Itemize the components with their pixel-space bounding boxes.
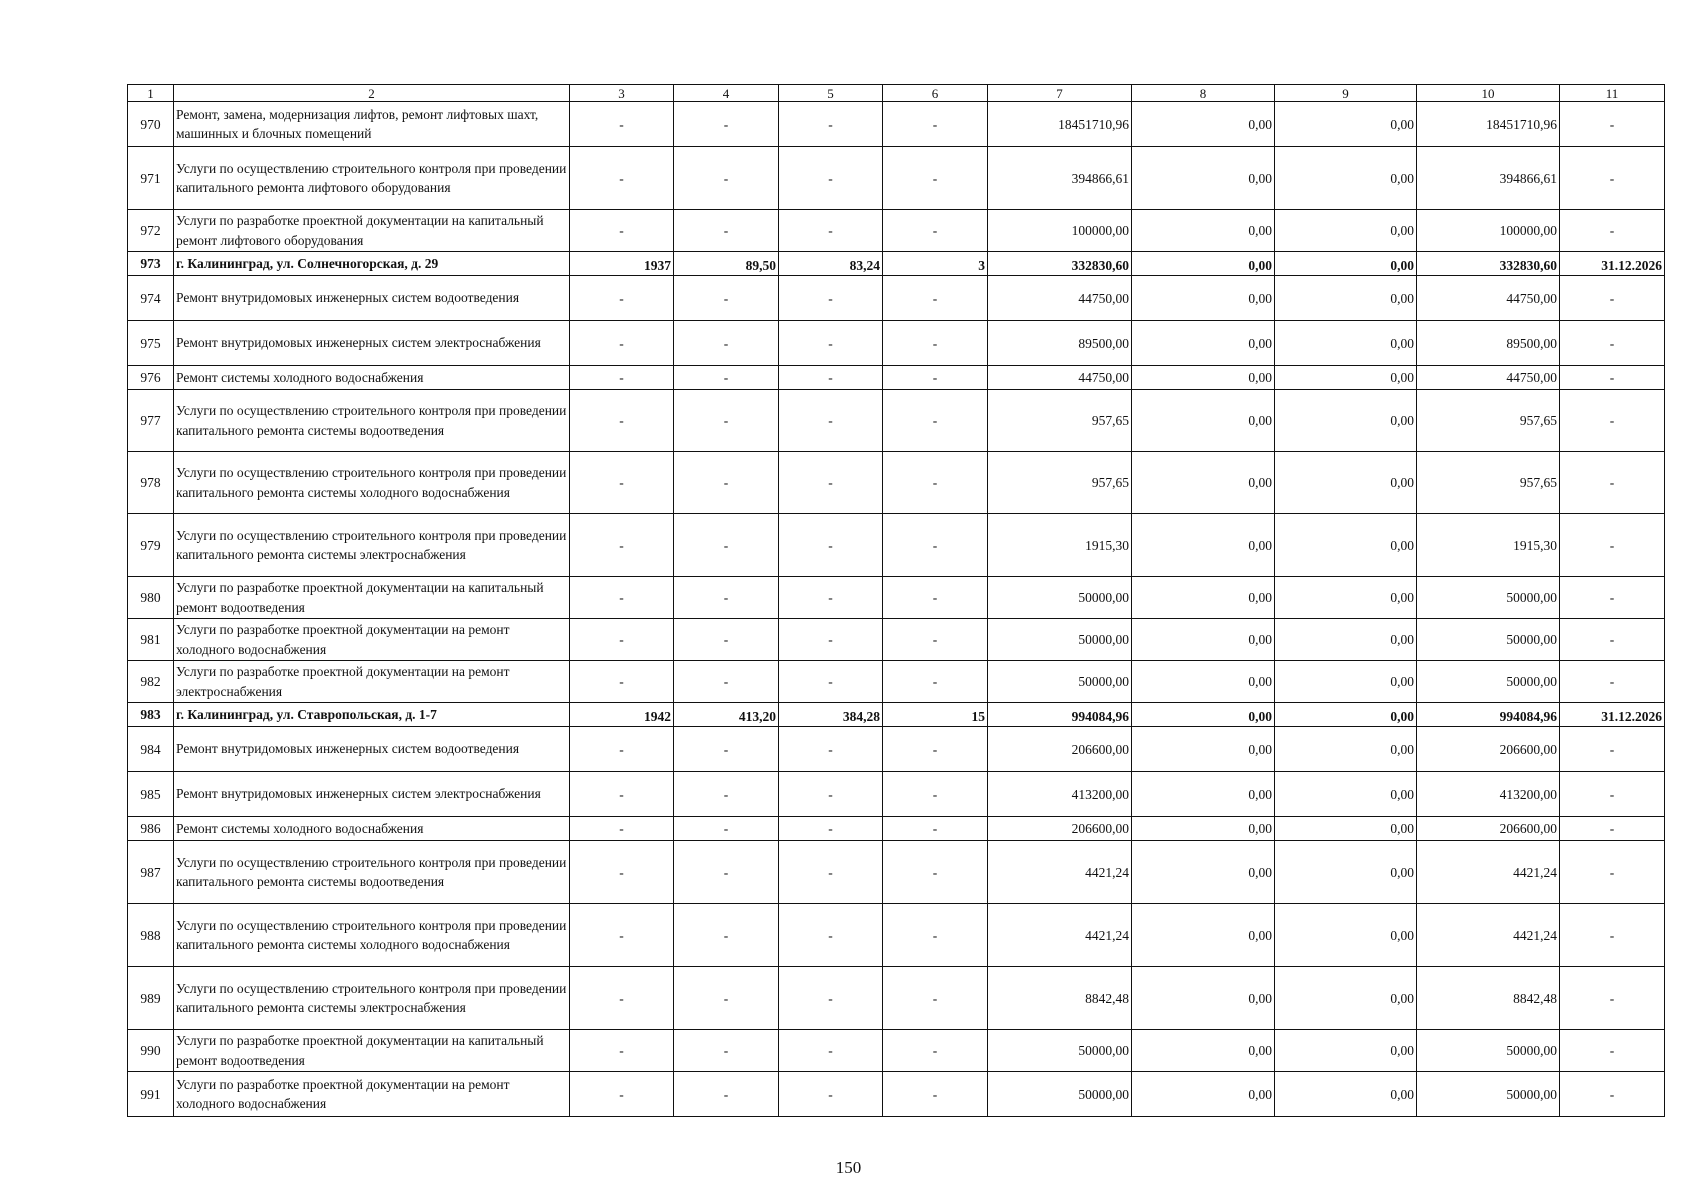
table-row — [128, 817, 1665, 841]
cell-col10: 413200,00 — [1417, 772, 1560, 817]
cell-col8: 0,00 — [1132, 817, 1275, 841]
cell-col9: 0,00 — [1275, 276, 1417, 321]
cell-col11: - — [1560, 904, 1665, 967]
cell-col7: 100000,00 — [988, 210, 1132, 252]
work-description: Услуги по разработке проектной документации на ремонт холодного водоснабжения — [174, 1072, 570, 1117]
table-row — [128, 577, 1665, 619]
cell-col11: - — [1560, 452, 1665, 514]
cell-col5: - — [779, 772, 883, 817]
cell-col10: 18451710,96 — [1417, 102, 1560, 147]
cell-col4: - — [674, 147, 779, 210]
row-number: 979 — [128, 514, 174, 577]
work-description: Услуги по осуществлению строительного контроля при проведении капитального ремонта системы электроснабжения — [174, 514, 570, 577]
cell-col8: 0,00 — [1132, 390, 1275, 452]
work-description: Услуги по осуществлению строительного контроля при проведении капитального ремонта системы водоотведения — [174, 841, 570, 904]
cell-col4: - — [674, 452, 779, 514]
cell-col3: - — [570, 661, 674, 703]
cell-col5: - — [779, 276, 883, 321]
cell-col4: - — [674, 321, 779, 366]
cell-col6: - — [883, 147, 988, 210]
work-description: Ремонт внутридомовых инженерных систем водоотведения — [174, 727, 570, 772]
table-row — [128, 841, 1665, 904]
cell-col6: - — [883, 727, 988, 772]
cell-col9: 0,00 — [1275, 390, 1417, 452]
cell-col3: - — [570, 577, 674, 619]
cell-col7: 50000,00 — [988, 1072, 1132, 1117]
cell-col6: - — [883, 1030, 988, 1072]
cell-col5: - — [779, 452, 883, 514]
column-header: 1 — [128, 85, 174, 102]
work-description: Услуги по осуществлению строительного контроля при проведении капитального ремонта системы водоотведения — [174, 390, 570, 452]
row-number: 986 — [128, 817, 174, 841]
cell-col11: - — [1560, 841, 1665, 904]
cell-col9: 0,00 — [1275, 904, 1417, 967]
work-description: Услуги по разработке проектной документации на ремонт электроснабжения — [174, 661, 570, 703]
row-number: 984 — [128, 727, 174, 772]
row-number: 983 — [128, 703, 174, 727]
row-number: 987 — [128, 841, 174, 904]
cell-col11: 31.12.2026 — [1560, 703, 1665, 727]
cell-col8: 0,00 — [1132, 102, 1275, 147]
cell-col10: 1915,30 — [1417, 514, 1560, 577]
cell-col8: 0,00 — [1132, 703, 1275, 727]
table-row — [128, 390, 1665, 452]
cell-col7: 50000,00 — [988, 1030, 1132, 1072]
cell-col8: 0,00 — [1132, 727, 1275, 772]
row-number: 985 — [128, 772, 174, 817]
work-description: г. Калининград, ул. Солнечногорская, д. 29 — [174, 252, 570, 276]
table-row — [128, 452, 1665, 514]
row-number: 978 — [128, 452, 174, 514]
work-description: Услуги по разработке проектной документации на капитальный ремонт водоотведения — [174, 1030, 570, 1072]
cell-col9: 0,00 — [1275, 321, 1417, 366]
table-row — [128, 514, 1665, 577]
table-row — [128, 102, 1665, 147]
work-description: г. Калининград, ул. Ставропольская, д. 1-7 — [174, 703, 570, 727]
row-number: 991 — [128, 1072, 174, 1117]
cell-col3: 1942 — [570, 703, 674, 727]
table-row — [128, 147, 1665, 210]
cell-col7: 44750,00 — [988, 366, 1132, 390]
cell-col8: 0,00 — [1132, 366, 1275, 390]
cell-col11: - — [1560, 147, 1665, 210]
table-row — [128, 967, 1665, 1030]
cell-col11: - — [1560, 514, 1665, 577]
cell-col5: - — [779, 967, 883, 1030]
cell-col9: 0,00 — [1275, 817, 1417, 841]
column-header: 9 — [1275, 85, 1417, 102]
cell-col7: 50000,00 — [988, 661, 1132, 703]
cell-col5: - — [779, 727, 883, 772]
cell-col9: 0,00 — [1275, 772, 1417, 817]
cell-col8: 0,00 — [1132, 1072, 1275, 1117]
cell-col6: - — [883, 366, 988, 390]
cell-col3: - — [570, 366, 674, 390]
cell-col10: 332830,60 — [1417, 252, 1560, 276]
table-row — [128, 276, 1665, 321]
table-row — [128, 619, 1665, 661]
cell-col10: 206600,00 — [1417, 727, 1560, 772]
cell-col10: 50000,00 — [1417, 1072, 1560, 1117]
cell-col7: 50000,00 — [988, 577, 1132, 619]
cell-col9: 0,00 — [1275, 210, 1417, 252]
column-header: 5 — [779, 85, 883, 102]
cell-col8: 0,00 — [1132, 577, 1275, 619]
table-row — [128, 321, 1665, 366]
cell-col6: - — [883, 390, 988, 452]
column-header: 3 — [570, 85, 674, 102]
cell-col11: - — [1560, 817, 1665, 841]
cell-col5: - — [779, 366, 883, 390]
cell-col3: - — [570, 841, 674, 904]
cell-col4: - — [674, 1030, 779, 1072]
address-row — [128, 252, 1665, 276]
cell-col3: - — [570, 390, 674, 452]
cell-col6: - — [883, 514, 988, 577]
cell-col11: - — [1560, 619, 1665, 661]
cell-col9: 0,00 — [1275, 514, 1417, 577]
cell-col9: 0,00 — [1275, 841, 1417, 904]
cell-col5: - — [779, 904, 883, 967]
cell-col11: - — [1560, 661, 1665, 703]
cell-col3: - — [570, 817, 674, 841]
cell-col4: - — [674, 1072, 779, 1117]
cell-col3: - — [570, 967, 674, 1030]
column-header: 6 — [883, 85, 988, 102]
row-number: 975 — [128, 321, 174, 366]
cell-col8: 0,00 — [1132, 904, 1275, 967]
cell-col6: - — [883, 577, 988, 619]
cell-col3: - — [570, 904, 674, 967]
cell-col3: - — [570, 514, 674, 577]
cell-col11: - — [1560, 276, 1665, 321]
cell-col10: 394866,61 — [1417, 147, 1560, 210]
cell-col4: - — [674, 514, 779, 577]
cell-col9: 0,00 — [1275, 1072, 1417, 1117]
cell-col3: - — [570, 1072, 674, 1117]
table-row — [128, 904, 1665, 967]
cell-col10: 957,65 — [1417, 452, 1560, 514]
cell-col8: 0,00 — [1132, 452, 1275, 514]
cell-col7: 1915,30 — [988, 514, 1132, 577]
column-header: 4 — [674, 85, 779, 102]
cell-col7: 89500,00 — [988, 321, 1132, 366]
cell-col4: - — [674, 390, 779, 452]
row-number: 972 — [128, 210, 174, 252]
cell-col3: - — [570, 147, 674, 210]
cell-col6: - — [883, 967, 988, 1030]
cell-col5: - — [779, 817, 883, 841]
work-description: Услуги по осуществлению строительного контроля при проведении капитального ремонта системы холодного водоснабжения — [174, 904, 570, 967]
cell-col4: - — [674, 904, 779, 967]
table-row — [128, 772, 1665, 817]
cell-col7: 413200,00 — [988, 772, 1132, 817]
cell-col7: 957,65 — [988, 452, 1132, 514]
cell-col10: 4421,24 — [1417, 841, 1560, 904]
cell-col4: - — [674, 366, 779, 390]
row-number: 982 — [128, 661, 174, 703]
cell-col11: - — [1560, 772, 1665, 817]
cell-col7: 332830,60 — [988, 252, 1132, 276]
cell-col7: 957,65 — [988, 390, 1132, 452]
table-row — [128, 661, 1665, 703]
cell-col11: - — [1560, 967, 1665, 1030]
cell-col8: 0,00 — [1132, 276, 1275, 321]
cell-col6: - — [883, 452, 988, 514]
cell-col4: - — [674, 727, 779, 772]
cell-col4: - — [674, 841, 779, 904]
cell-col11: - — [1560, 1072, 1665, 1117]
cell-col3: - — [570, 102, 674, 147]
cell-col4: 89,50 — [674, 252, 779, 276]
cell-col5: - — [779, 841, 883, 904]
cell-col8: 0,00 — [1132, 1030, 1275, 1072]
cell-col5: - — [779, 577, 883, 619]
cell-col3: - — [570, 727, 674, 772]
cell-col8: 0,00 — [1132, 967, 1275, 1030]
cell-col3: - — [570, 452, 674, 514]
cell-col10: 50000,00 — [1417, 1030, 1560, 1072]
column-header: 10 — [1417, 85, 1560, 102]
capital-repair-table — [127, 84, 1665, 1117]
cell-col4: - — [674, 661, 779, 703]
cell-col9: 0,00 — [1275, 1030, 1417, 1072]
cell-col7: 206600,00 — [988, 727, 1132, 772]
cell-col10: 50000,00 — [1417, 661, 1560, 703]
cell-col8: 0,00 — [1132, 619, 1275, 661]
cell-col3: - — [570, 276, 674, 321]
cell-col6: - — [883, 841, 988, 904]
column-header: 8 — [1132, 85, 1275, 102]
cell-col10: 89500,00 — [1417, 321, 1560, 366]
cell-col6: - — [883, 904, 988, 967]
cell-col9: 0,00 — [1275, 452, 1417, 514]
work-description: Ремонт внутридомовых инженерных систем водоотведения — [174, 276, 570, 321]
cell-col11: - — [1560, 727, 1665, 772]
cell-col9: 0,00 — [1275, 147, 1417, 210]
work-description: Услуги по осуществлению строительного контроля при проведении капитального ремонта лифтового оборудования — [174, 147, 570, 210]
row-number: 970 — [128, 102, 174, 147]
cell-col6: - — [883, 619, 988, 661]
cell-col7: 50000,00 — [988, 619, 1132, 661]
cell-col4: - — [674, 772, 779, 817]
cell-col10: 4421,24 — [1417, 904, 1560, 967]
cell-col4: - — [674, 210, 779, 252]
work-description: Услуги по разработке проектной документации на капитальный ремонт лифтового оборудования — [174, 210, 570, 252]
cell-col9: 0,00 — [1275, 727, 1417, 772]
cell-col3: - — [570, 772, 674, 817]
cell-col7: 8842,48 — [988, 967, 1132, 1030]
cell-col8: 0,00 — [1132, 147, 1275, 210]
work-description: Ремонт, замена, модернизация лифтов, ремонт лифтовых шахт, машинных и блочных помещений — [174, 102, 570, 147]
cell-col5: 83,24 — [779, 252, 883, 276]
cell-col8: 0,00 — [1132, 772, 1275, 817]
work-description: Ремонт системы холодного водоснабжения — [174, 817, 570, 841]
cell-col3: - — [570, 1030, 674, 1072]
cell-col6: - — [883, 817, 988, 841]
cell-col5: - — [779, 321, 883, 366]
work-description: Услуги по разработке проектной документации на ремонт холодного водоснабжения — [174, 619, 570, 661]
cell-col7: 394866,61 — [988, 147, 1132, 210]
row-number: 981 — [128, 619, 174, 661]
cell-col10: 50000,00 — [1417, 619, 1560, 661]
cell-col5: - — [779, 619, 883, 661]
cell-col7: 4421,24 — [988, 841, 1132, 904]
cell-col5: - — [779, 1072, 883, 1117]
cell-col5: - — [779, 661, 883, 703]
cell-col5: - — [779, 390, 883, 452]
cell-col6: 15 — [883, 703, 988, 727]
cell-col11: - — [1560, 102, 1665, 147]
cell-col11: - — [1560, 390, 1665, 452]
column-header: 7 — [988, 85, 1132, 102]
cell-col5: - — [779, 147, 883, 210]
cell-col4: - — [674, 619, 779, 661]
cell-col5: - — [779, 102, 883, 147]
cell-col8: 0,00 — [1132, 514, 1275, 577]
row-number: 990 — [128, 1030, 174, 1072]
table-body — [128, 102, 1665, 1117]
cell-col9: 0,00 — [1275, 661, 1417, 703]
row-number: 976 — [128, 366, 174, 390]
row-number: 989 — [128, 967, 174, 1030]
cell-col4: - — [674, 577, 779, 619]
cell-col8: 0,00 — [1132, 252, 1275, 276]
row-number: 973 — [128, 252, 174, 276]
cell-col9: 0,00 — [1275, 252, 1417, 276]
cell-col3: - — [570, 210, 674, 252]
cell-col5: - — [779, 1030, 883, 1072]
cell-col10: 8842,48 — [1417, 967, 1560, 1030]
cell-col3: 1937 — [570, 252, 674, 276]
cell-col6: - — [883, 102, 988, 147]
cell-col7: 206600,00 — [988, 817, 1132, 841]
cell-col8: 0,00 — [1132, 210, 1275, 252]
cell-col11: 31.12.2026 — [1560, 252, 1665, 276]
cell-col7: 44750,00 — [988, 276, 1132, 321]
cell-col9: 0,00 — [1275, 102, 1417, 147]
work-description: Ремонт системы холодного водоснабжения — [174, 366, 570, 390]
cell-col11: - — [1560, 210, 1665, 252]
cell-col8: 0,00 — [1132, 841, 1275, 904]
cell-col6: - — [883, 661, 988, 703]
cell-col10: 206600,00 — [1417, 817, 1560, 841]
column-number-row — [128, 85, 1665, 102]
cell-col9: 0,00 — [1275, 577, 1417, 619]
cell-col9: 0,00 — [1275, 703, 1417, 727]
cell-col4: - — [674, 102, 779, 147]
cell-col11: - — [1560, 1030, 1665, 1072]
table-row — [128, 210, 1665, 252]
cell-col11: - — [1560, 577, 1665, 619]
cell-col6: - — [883, 1072, 988, 1117]
table-row — [128, 1072, 1665, 1117]
cell-col7: 4421,24 — [988, 904, 1132, 967]
column-header: 2 — [174, 85, 570, 102]
table-row — [128, 1030, 1665, 1072]
cell-col6: - — [883, 276, 988, 321]
cell-col10: 957,65 — [1417, 390, 1560, 452]
work-description: Услуги по осуществлению строительного контроля при проведении капитального ремонта системы электроснабжения — [174, 967, 570, 1030]
cell-col4: - — [674, 967, 779, 1030]
page-number: 150 — [835, 1158, 862, 1177]
cell-col11: - — [1560, 321, 1665, 366]
cell-col5: 384,28 — [779, 703, 883, 727]
cell-col8: 0,00 — [1132, 661, 1275, 703]
cell-col5: - — [779, 210, 883, 252]
cell-col10: 44750,00 — [1417, 366, 1560, 390]
work-description: Услуги по осуществлению строительного контроля при проведении капитального ремонта системы холодного водоснабжения — [174, 452, 570, 514]
cell-col9: 0,00 — [1275, 619, 1417, 661]
cell-col5: - — [779, 514, 883, 577]
work-description: Ремонт внутридомовых инженерных систем электроснабжения — [174, 321, 570, 366]
cell-col10: 44750,00 — [1417, 276, 1560, 321]
cell-col9: 0,00 — [1275, 967, 1417, 1030]
cell-col9: 0,00 — [1275, 366, 1417, 390]
row-number: 971 — [128, 147, 174, 210]
row-number: 988 — [128, 904, 174, 967]
row-number: 980 — [128, 577, 174, 619]
cell-col4: 413,20 — [674, 703, 779, 727]
work-description: Услуги по разработке проектной документации на капитальный ремонт водоотведения — [174, 577, 570, 619]
cell-col6: - — [883, 772, 988, 817]
table-row — [128, 366, 1665, 390]
table-row — [128, 727, 1665, 772]
cell-col10: 994084,96 — [1417, 703, 1560, 727]
address-row — [128, 703, 1665, 727]
cell-col6: 3 — [883, 252, 988, 276]
cell-col11: - — [1560, 366, 1665, 390]
cell-col4: - — [674, 817, 779, 841]
row-number: 974 — [128, 276, 174, 321]
work-description: Ремонт внутридомовых инженерных систем электроснабжения — [174, 772, 570, 817]
cell-col8: 0,00 — [1132, 321, 1275, 366]
cell-col4: - — [674, 276, 779, 321]
cell-col10: 50000,00 — [1417, 577, 1560, 619]
cell-col10: 100000,00 — [1417, 210, 1560, 252]
cell-col7: 994084,96 — [988, 703, 1132, 727]
row-number: 977 — [128, 390, 174, 452]
cell-col7: 18451710,96 — [988, 102, 1132, 147]
cell-col3: - — [570, 321, 674, 366]
cell-col6: - — [883, 210, 988, 252]
cell-col3: - — [570, 619, 674, 661]
column-header: 11 — [1560, 85, 1665, 102]
cell-col6: - — [883, 321, 988, 366]
